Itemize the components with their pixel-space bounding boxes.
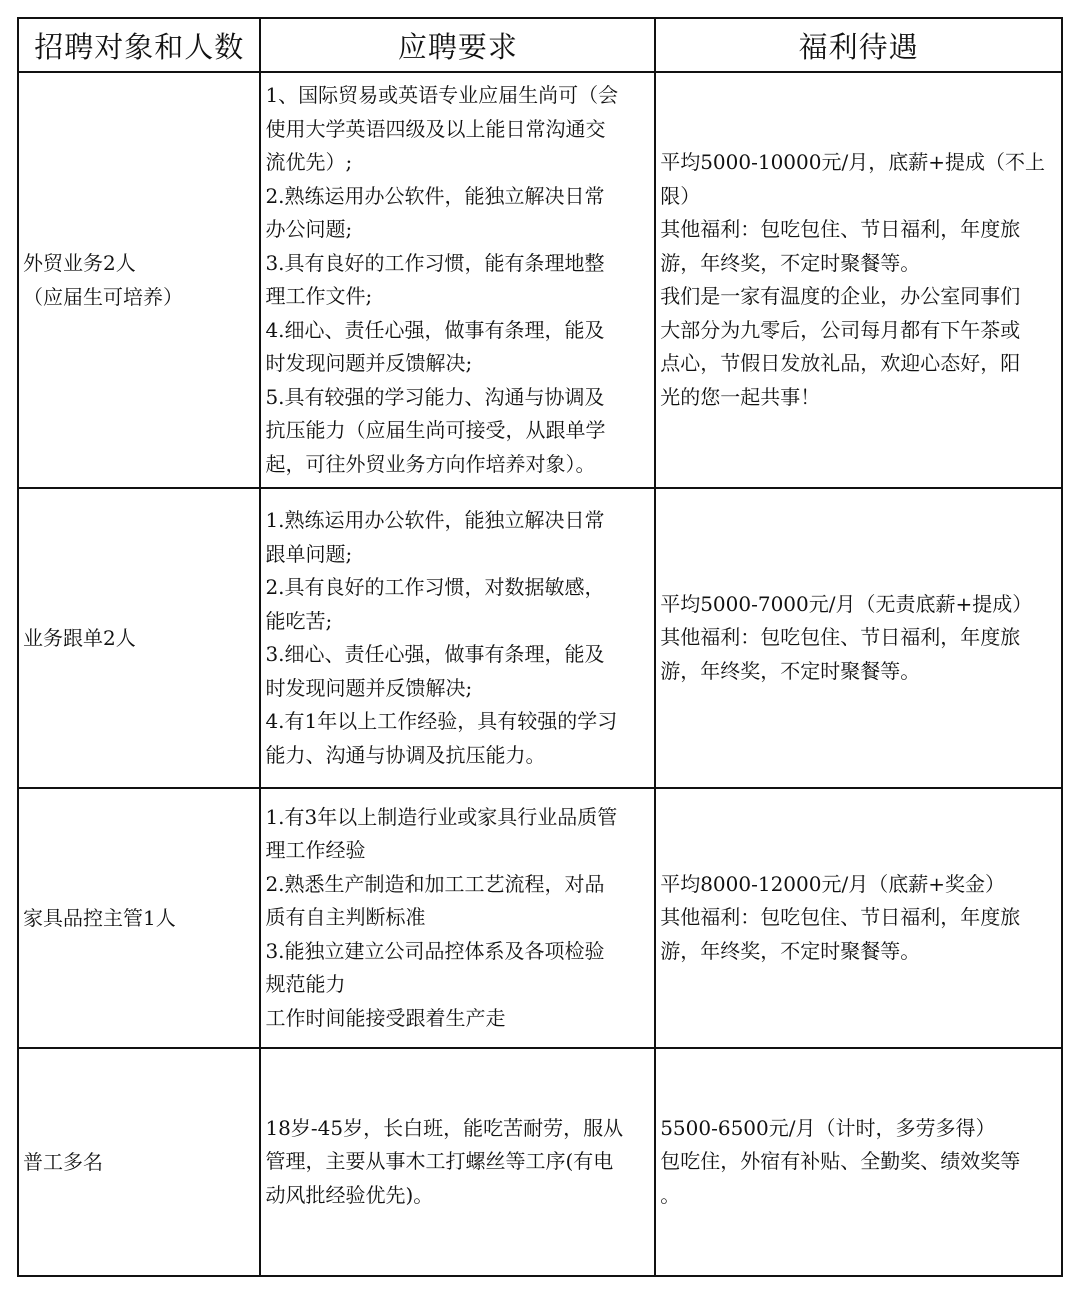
- requirement-line: 1、国际贸易或英语专业应届生尚可（会: [265, 83, 619, 107]
- requirement-line: 办公问题;: [265, 217, 353, 241]
- requirement-line: 理工作经验: [265, 838, 366, 863]
- benefit-line: 平均5000-10000元/月，底薪+提成（不上: [660, 150, 1045, 174]
- requirement-line: 能力、沟通与协调及抗压能力。: [265, 742, 546, 767]
- requirement-line: 2.具有良好的工作习惯，对数据敏感，: [265, 575, 605, 599]
- requirement-line: 3.细心、责任心强，做事有条理，能及: [265, 642, 605, 666]
- requirement-line: 起，可往外贸业务方向作培养对象）。: [265, 451, 596, 476]
- requirement-line: 18岁-45岁，长白班，能吃苦耐劳，服从: [265, 1115, 624, 1140]
- requirement-line: 2.熟练运用办公软件，能独立解决日常: [265, 183, 605, 208]
- benefit-line: 其他福利：包吃包住、节日福利，年度旅: [660, 217, 1021, 241]
- position-line: 普工多名: [23, 1150, 103, 1174]
- position-cell: [18, 488, 260, 788]
- header-row: [18, 18, 1062, 72]
- requirement-line: 4.细心、责任心强，做事有条理，能及: [265, 317, 605, 342]
- requirements-cell: [260, 488, 655, 788]
- requirement-line: 1.有3年以上制造行业或家具行业品质管: [265, 804, 618, 829]
- requirement-line: 规范能力: [265, 972, 346, 997]
- table-row: [18, 72, 1062, 488]
- benefit-line: 光的您一起共事！: [660, 384, 821, 409]
- benefit-line: 游，年终奖，不定时聚餐等。: [660, 250, 921, 275]
- benefits-cell: [655, 788, 1062, 1048]
- position-line: （应届生可培养）: [23, 285, 183, 309]
- benefit-line: 5500-6500元/月（计时，多劳多得）: [660, 1115, 996, 1140]
- recruitment-table: [17, 17, 1063, 1277]
- position-line: 家具品控主管1人: [23, 906, 176, 930]
- position-cell: [18, 72, 260, 488]
- benefit-line: 其他福利：包吃包住、节日福利，年度旅: [660, 625, 1021, 650]
- requirements-cell: [260, 72, 655, 488]
- requirement-line: 动风批经验优先)。: [265, 1182, 434, 1207]
- requirement-line: 5.具有较强的学习能力、沟通与协调及: [265, 384, 605, 409]
- requirement-line: 抗压能力（应届生尚可接受，从跟单学: [265, 418, 606, 442]
- benefit-line: 大部分为九零后，公司每月都有下午茶或: [660, 317, 1021, 342]
- requirement-line: 2.熟悉生产制造和加工工艺流程，对品: [265, 871, 605, 896]
- requirement-line: 3.能独立建立公司品控体系及各项检验: [265, 938, 605, 963]
- benefit-line: 点心，节假日发放礼品，欢迎心态好，阳: [660, 351, 1021, 375]
- table-row: [18, 788, 1062, 1048]
- header-position: 招聘对象和人数: [18, 18, 260, 72]
- requirement-line: 3.具有良好的工作习惯，能有条理地整: [265, 250, 605, 275]
- benefits-cell: [655, 72, 1062, 488]
- requirements-cell: [260, 1048, 655, 1276]
- requirement-line: 使用大学英语四级及以上能日常沟通交: [265, 116, 606, 141]
- table-row: [18, 488, 1062, 788]
- benefit-line: 游，年终奖，不定时聚餐等。: [660, 938, 921, 963]
- position-line: 外贸业务2人: [23, 251, 136, 275]
- requirement-line: 质有自主判断标准: [265, 905, 426, 930]
- requirement-line: 管理，主要从事木工打螺丝等工序(有电: [265, 1149, 614, 1174]
- benefit-line: 平均8000-12000元/月（底薪+奖金）: [660, 871, 1005, 896]
- requirement-line: 1.熟练运用办公软件，能独立解决日常: [265, 508, 605, 532]
- requirements-cell: [260, 788, 655, 1048]
- position-line: 业务跟单2人: [23, 626, 136, 650]
- requirement-line: 4.有1年以上工作经验，具有较强的学习: [265, 709, 618, 733]
- benefit-line: 包吃住，外宿有补贴、全勤奖、绩效奖等: [660, 1149, 1021, 1174]
- position-cell: [18, 1048, 260, 1276]
- header-benefits: 福利待遇: [655, 18, 1062, 72]
- benefits-cell: [655, 1048, 1062, 1276]
- benefit-line: 游，年终奖，不定时聚餐等。: [660, 658, 921, 683]
- requirement-line: 时发现问题并反馈解决;: [265, 351, 473, 375]
- requirement-line: 工作时间能接受跟着生产走: [265, 1005, 506, 1030]
- header-requirements: 应聘要求: [260, 18, 655, 72]
- requirement-line: 理工作文件;: [265, 284, 373, 308]
- benefits-cell: [655, 488, 1062, 788]
- requirement-line: 能吃苦;: [265, 608, 333, 633]
- benefit-line: 其他福利：包吃包住、节日福利，年度旅: [660, 905, 1021, 930]
- position-cell: [18, 788, 260, 1048]
- benefit-line: 。: [660, 1182, 681, 1207]
- benefit-line: 我们是一家有温度的企业，办公室同事们: [660, 284, 1021, 308]
- requirement-line: 时发现问题并反馈解决;: [265, 675, 473, 700]
- requirement-line: 流优先）;: [265, 150, 353, 174]
- benefit-line: 平均5000-7000元/月（无责底薪+提成）: [660, 591, 1033, 616]
- requirement-line: 跟单问题;: [265, 541, 353, 566]
- benefit-line: 限）: [660, 183, 701, 208]
- table-row: [18, 1048, 1062, 1276]
